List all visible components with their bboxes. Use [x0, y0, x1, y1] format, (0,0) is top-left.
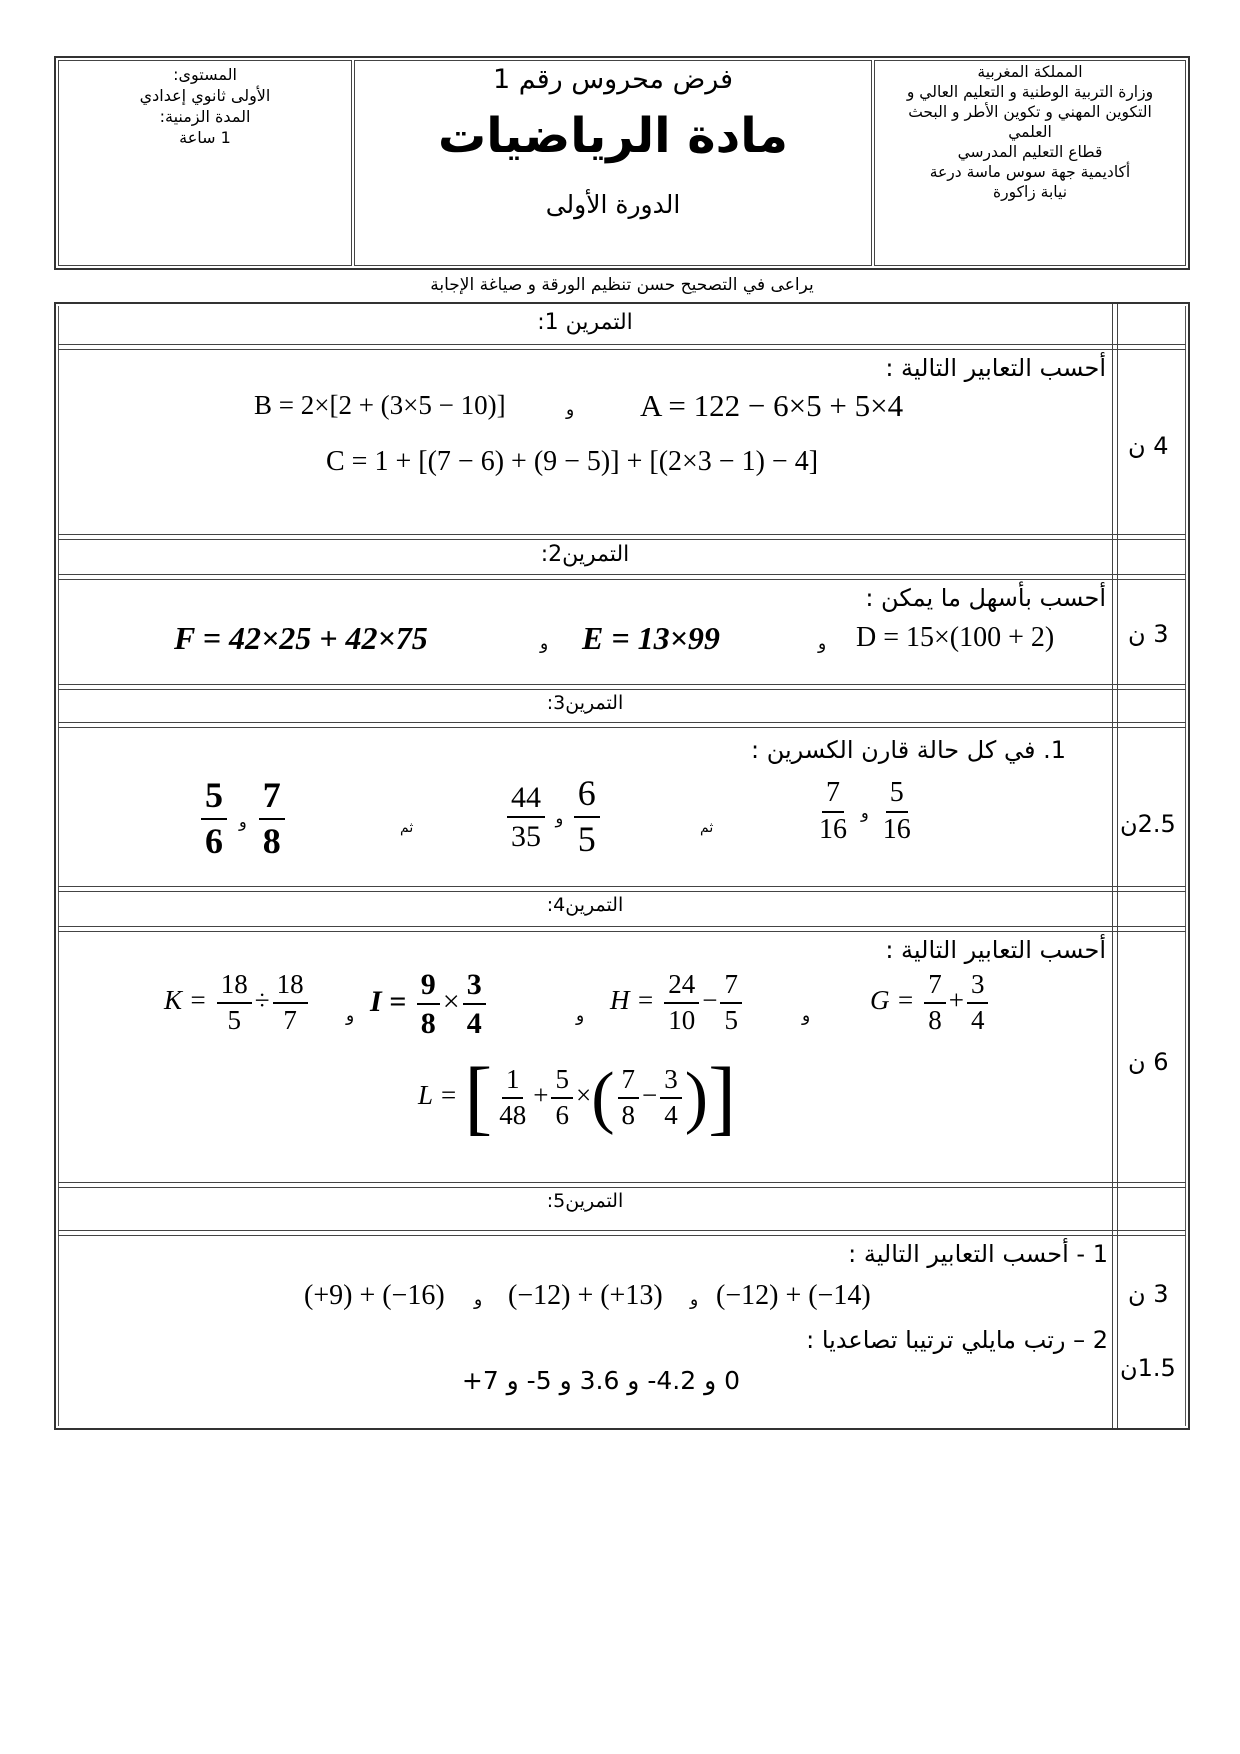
session-title: الدورة الأولى [545, 190, 681, 219]
row-sep-7 [58, 926, 1186, 932]
level-value: الأولى ثانوي إعدادي [139, 86, 271, 105]
ex4-and-2: و [576, 1006, 585, 1026]
ex4-title: التمرين4: [546, 894, 624, 916]
ex5-and-1: و [474, 1290, 483, 1310]
row-sep-9 [58, 1230, 1186, 1236]
ex4-expr-L: L = [ $\frac{1}{48}$ + $\frac{5}{6}$ ×( $\frac{7}{8}$ − $\frac{3}{4}$ )] [418, 1051, 737, 1144]
ex5-and-2: و [690, 1290, 699, 1310]
ministry-text-1: وزارة التربية الوطنية و التعليم العالي و [906, 83, 1154, 101]
ex5-expr1: (−12) + (−14) [716, 1280, 871, 1311]
ex2-expr-E: E = 13×99 [582, 620, 720, 656]
level-label: المستوى: [173, 65, 237, 84]
ex4-and-3: و [802, 1006, 811, 1026]
fraction: $\frac{7}{8}$ [259, 776, 285, 861]
ex2-and-1: و [540, 634, 549, 654]
ex2-title: التمرين2: [540, 542, 630, 567]
ministry-text-2: التكوين المهني و تكوين الأطر و البحث [908, 103, 1152, 121]
row-sep-8 [58, 1182, 1186, 1188]
row-sep-2 [58, 534, 1186, 540]
ex2-expr-D: D = 15×(100 + 2) [856, 622, 1055, 653]
fraction: $\frac{18}{7}$ [273, 970, 308, 1035]
row-sep-4 [58, 684, 1186, 690]
row-sep-3 [58, 574, 1186, 580]
ex5-expr2: (−12) + (+13) [508, 1280, 663, 1311]
academy-text: أكاديمية جهة سوس ماسة درعة [929, 163, 1131, 181]
ministry-text-3: العلمي [1008, 123, 1052, 141]
ex5-points-2: 1.5ن [1120, 1354, 1176, 1382]
duration-value: 1 ساعة [179, 128, 231, 147]
grading-note: يراعى في التصحيح حسن تنظيم الورقة و صياغة الإجابة [430, 275, 814, 295]
ex4-expr-I: I = $\frac{9}{8}$ × $\frac{3}{4}$ [370, 968, 489, 1040]
ex5-numbers: 0 و 4.2- و 3.6 و 5- و 7+ [461, 1366, 740, 1395]
row-sep-6 [58, 886, 1186, 892]
ex3-then-2: ثم [700, 820, 714, 836]
inner-left-border [58, 306, 59, 1426]
ex3-points: 2.5ن [1120, 810, 1176, 838]
points-column-divider [1112, 304, 1118, 1428]
ex3-pair1: $\frac{7}{16}$ و $\frac{5}{16}$ [812, 778, 918, 846]
fraction: $\frac{5}{6}$ [551, 1065, 573, 1130]
ex1-and: و [566, 400, 575, 420]
exam-title: فرض محروس رقم 1 [492, 64, 734, 95]
fraction: $\frac{7}{8}$ [924, 970, 946, 1035]
fraction: $\frac{3}{4}$ [463, 968, 486, 1040]
fraction: $\frac{7}{16}$ [819, 777, 847, 845]
ex5-expr3: (+9) + (−16) [304, 1280, 445, 1311]
inner-right-border [1185, 306, 1186, 1426]
fraction: $\frac{5}{6}$ [201, 776, 227, 861]
ex1-instruction: أحسب التعابير التالية : [885, 354, 1106, 382]
ex3-instruction: 1. في كل حالة قارن الكسرين : [750, 736, 1066, 764]
subject-title: مادة الرياضيات [437, 108, 789, 164]
ex5-q2: 2 – رتب مايلي ترتيبا تصاعديا : [806, 1326, 1108, 1354]
ex4-expr-G: G = $\frac{7}{8}$ + $\frac{3}{4}$ [870, 970, 991, 1035]
header-right-block [876, 62, 1184, 202]
ex1-expr-A: A = 122 − 6×5 + 5×4 [640, 388, 904, 423]
ex1-expr-C: C = 1 + [(7 − 6) + (9 − 5)] + [(2×3 − 1) − 4] [326, 446, 819, 477]
ex4-points: 6 ن [1128, 1048, 1169, 1076]
fraction: $\frac{18}{5}$ [217, 970, 252, 1035]
fraction: $\frac{6}{5}$ [574, 774, 600, 859]
sector-text: قطاع التعليم المدرسي [957, 143, 1103, 161]
header-left-block [60, 64, 350, 148]
ex3-then-1: ثم [400, 820, 414, 836]
ex4-and-1: و [346, 1006, 355, 1026]
ex2-expr-F: F = 42×25 + 42×75 [174, 620, 428, 656]
row-sep-1 [58, 344, 1186, 350]
ex5-q1: 1 - أحسب التعابير التالية : [848, 1240, 1108, 1268]
ex2-points: 3 ن [1128, 620, 1169, 648]
ex5-points-1: 3 ن [1128, 1280, 1169, 1308]
ex3-pair3: $\frac{5}{6}$ و $\frac{7}{8}$ [198, 776, 288, 861]
row-sep-5 [58, 722, 1186, 728]
ex1-points: 4 ن [1128, 432, 1169, 460]
ex3-title: التمرين3: [546, 692, 624, 714]
fraction: $\frac{7}{8}$ [618, 1065, 640, 1130]
ex2-and-2: و [818, 634, 827, 654]
fraction: $\frac{24}{10}$ [664, 970, 699, 1035]
ex4-expr-K: K = $\frac{18}{5}$ ÷ $\frac{18}{7}$ [164, 970, 311, 1035]
ex1-title: التمرين 1: [537, 310, 633, 335]
ex2-instruction: أحسب بأسهل ما يمكن : [865, 584, 1106, 612]
delegation-text: نيابة زاكورة [992, 183, 1068, 201]
fraction: $\frac{1}{48}$ [499, 1064, 527, 1130]
ex4-instruction: أحسب التعابير التالية : [885, 936, 1106, 964]
duration-label: المدة الزمنية: [159, 107, 251, 126]
fraction: $\frac{5}{16}$ [882, 777, 911, 845]
ex3-pair2: $\frac{44}{35}$ و $\frac{6}{5}$ [504, 774, 603, 859]
ex1-expr-B: B = 2×[2 + (3×5 − 10)] [254, 390, 506, 420]
kingdom-text: المملكة المغربية [977, 63, 1083, 81]
fraction: $\frac{7}{5}$ [720, 970, 742, 1035]
fraction: $\frac{9}{8}$ [417, 968, 440, 1040]
fraction: $\frac{44}{35}$ [507, 781, 545, 853]
fraction: $\frac{3}{4}$ [967, 970, 989, 1035]
fraction: $\frac{3}{4}$ [660, 1065, 682, 1130]
ex5-title: التمرين5: [546, 1190, 624, 1212]
ex4-expr-H: H = $\frac{24}{10}$ − $\frac{7}{5}$ [610, 970, 745, 1035]
